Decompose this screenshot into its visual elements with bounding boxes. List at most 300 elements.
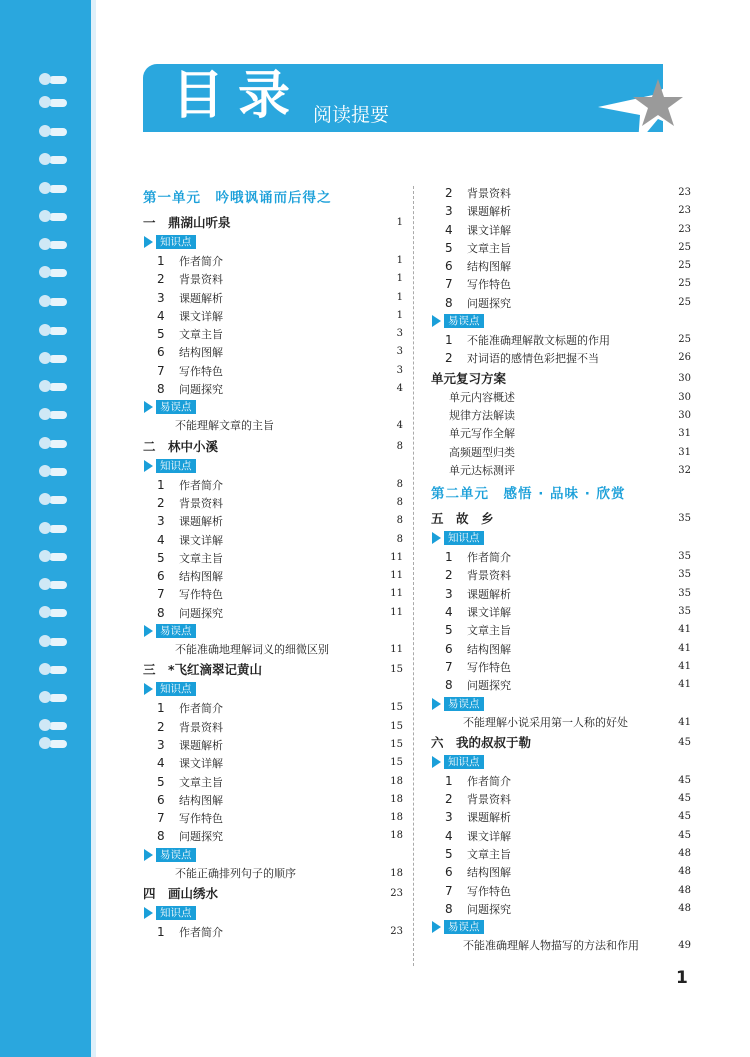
toc-left-column [143, 184, 403, 941]
entry-number: 5 [445, 240, 453, 255]
entry-page: 25 [678, 278, 691, 290]
lesson-entry [431, 732, 691, 753]
entry-page: 3 [396, 364, 403, 376]
binder-ring [49, 496, 67, 504]
entry-title: 课文详解 [179, 309, 223, 323]
entry-number: 8 [445, 295, 453, 310]
entry-page: 23 [678, 205, 691, 217]
entry-title: 写作特色 [179, 812, 223, 826]
entry-number: 5 [157, 327, 165, 342]
entry-number: 6 [157, 345, 165, 360]
section-tag [431, 529, 691, 548]
entry-number: 5 [445, 623, 453, 638]
toc-entry [143, 494, 403, 512]
toc-entry [431, 714, 691, 732]
toc-entry [431, 845, 691, 863]
entry-title: 写作特色 [179, 588, 223, 602]
section-tag-label: 易误点 [444, 697, 484, 711]
entry-title: 结构图解 [467, 260, 511, 274]
entry-title: 不能准确理解人物描写的方法和作用 [463, 939, 639, 953]
entry-title: 单元复习方案 [431, 370, 507, 386]
entry-page: 15 [390, 664, 403, 676]
binder-ring [49, 666, 67, 674]
entry-number: 2 [157, 272, 165, 287]
toc-entry [143, 252, 403, 270]
toc-entry [143, 307, 403, 325]
review-entry [431, 368, 691, 389]
entry-title: 背景资料 [467, 793, 511, 807]
entry-title: 问题探究 [179, 383, 223, 397]
entry-title: 课题解析 [179, 291, 223, 305]
toc-entry [431, 202, 691, 220]
entry-title: 课题解析 [179, 515, 223, 529]
toc-entry [143, 549, 403, 567]
binder-ring [49, 128, 67, 136]
entry-title: 文章主旨 [467, 624, 511, 638]
section-tag-label: 知识点 [156, 682, 196, 696]
entry-number: 7 [445, 659, 453, 674]
entry-page: 11 [390, 606, 403, 618]
entry-title: 背景资料 [467, 187, 511, 200]
entry-page: 15 [390, 720, 403, 732]
entry-number: 1 [157, 254, 165, 268]
entry-title: 结构图解 [179, 570, 223, 584]
entry-title: 问题探究 [179, 606, 223, 620]
entry-page: 45 [678, 774, 691, 786]
toc-entry [431, 882, 691, 900]
entry-page: 45 [678, 793, 691, 805]
binder-ring [49, 440, 67, 448]
section-tag [431, 695, 691, 714]
entry-number: 7 [157, 363, 165, 378]
toc-entry [431, 389, 691, 407]
toc-entry [143, 325, 403, 343]
entry-number: 4 [157, 308, 165, 323]
entry-page: 18 [390, 867, 403, 879]
toc-entry [431, 827, 691, 845]
section-tag-label: 易误点 [156, 400, 196, 414]
entry-title: 规律方法解读 [449, 408, 515, 422]
entry-page: 48 [678, 884, 691, 896]
entry-title: 不能正确排列句子的顺序 [175, 866, 296, 880]
entry-number: 6 [157, 792, 165, 807]
binder-ring [49, 213, 67, 221]
binder-ring [49, 740, 67, 748]
toc-entry [143, 809, 403, 827]
entry-number: 2 [445, 186, 453, 200]
binder-ring [49, 99, 67, 107]
lesson-entry [143, 659, 403, 680]
lesson-entry [143, 883, 403, 904]
section-tag-label: 易误点 [156, 848, 196, 862]
entry-number: 2 [157, 495, 165, 510]
spine-edge [91, 0, 96, 1057]
lesson-entry [143, 436, 403, 457]
entry-page: 30 [678, 409, 691, 421]
entry-title: 课文详解 [467, 606, 511, 620]
section-tag-label: 易误点 [444, 314, 484, 328]
entry-page: 45 [678, 829, 691, 841]
entry-page: 41 [678, 642, 691, 654]
unit-heading: 第一单元 吟哦讽诵而后得之 [143, 190, 332, 206]
entry-page: 41 [678, 679, 691, 691]
entry-title: 结构图解 [179, 346, 223, 360]
entry-number: 8 [157, 829, 165, 844]
toc-entry [143, 827, 403, 845]
toc-entry [431, 239, 691, 257]
entry-title: 课文详解 [179, 533, 223, 547]
toc-entry [143, 773, 403, 791]
entry-number: 3 [445, 810, 453, 825]
entry-number: 3 [445, 204, 453, 219]
toc-entry [143, 512, 403, 530]
toc-entry [143, 585, 403, 603]
entry-title: 写作特色 [467, 884, 511, 898]
entry-title: 不能准确理解散文标题的作用 [467, 334, 610, 348]
entry-title: 一 鼎湖山听泉 [143, 215, 231, 230]
section-tag [143, 904, 403, 923]
entry-page: 35 [678, 587, 691, 599]
toc-entry [431, 221, 691, 239]
binder-ring [49, 581, 67, 589]
entry-page: 41 [678, 660, 691, 672]
binder-ring [49, 76, 67, 84]
entry-page: 11 [390, 588, 403, 600]
entry-title: 五 故 乡 [431, 511, 494, 527]
entry-page: 23 [390, 926, 403, 938]
toc-entry [143, 417, 403, 435]
section-tag-label: 知识点 [156, 906, 196, 920]
binder-ring [49, 298, 67, 306]
entry-title: 文章主旨 [467, 848, 511, 862]
entry-number: 3 [445, 586, 453, 601]
entry-page: 3 [396, 328, 403, 340]
section-tag [143, 846, 403, 865]
entry-number: 6 [445, 641, 453, 656]
entry-number: 8 [157, 605, 165, 620]
entry-title: 问题探究 [467, 902, 511, 916]
entry-title: 作者简介 [467, 774, 511, 788]
entry-title: 背景资料 [467, 569, 511, 583]
entry-page: 8 [396, 496, 403, 508]
section-tag [431, 312, 691, 331]
entry-title: 文章主旨 [179, 775, 223, 789]
entry-number: 8 [157, 382, 165, 397]
entry-page: 11 [390, 644, 403, 656]
toc-entry [431, 585, 691, 603]
page-title: 目录 [172, 66, 305, 126]
section-tag [143, 233, 403, 252]
entry-number: 7 [445, 277, 453, 292]
lesson-entry [431, 508, 691, 529]
entry-title: 作者简介 [179, 255, 223, 268]
entry-page: 35 [678, 551, 691, 563]
entry-page: 18 [390, 793, 403, 805]
entry-page: 25 [678, 241, 691, 253]
entry-page: 8 [396, 515, 403, 527]
section-tag [143, 457, 403, 476]
toc-entry [143, 567, 403, 585]
entry-title: 六 我的叔叔于勒 [431, 734, 532, 750]
entry-page: 4 [396, 383, 403, 395]
entry-title: 问题探究 [179, 830, 223, 844]
entry-page: 1 [396, 309, 403, 321]
entry-number: 1 [157, 701, 165, 716]
toc-entry [143, 865, 403, 883]
toc-entry [431, 658, 691, 676]
binder-ring [49, 241, 67, 249]
entry-page: 35 [678, 606, 691, 618]
entry-number: 5 [445, 847, 453, 862]
toc-entry [143, 604, 403, 622]
entry-page: 11 [390, 570, 403, 582]
entry-page: 1 [396, 255, 403, 266]
entry-number: 2 [157, 719, 165, 734]
binder-ring [49, 609, 67, 617]
binder-ring [49, 694, 67, 702]
play-arrow-icon [432, 315, 441, 327]
toc-right-column [431, 184, 691, 956]
entry-title: 文章主旨 [467, 241, 511, 255]
entry-title: 问题探究 [467, 296, 511, 310]
play-arrow-icon [432, 921, 441, 933]
play-arrow-icon [144, 683, 153, 695]
section-tag-label: 知识点 [156, 459, 196, 473]
entry-title: 不能理解小说采用第一人称的好处 [463, 715, 628, 729]
entry-number: 4 [445, 828, 453, 843]
toc-entry [431, 640, 691, 658]
entry-page: 1 [396, 273, 403, 285]
toc-entry [143, 531, 403, 549]
entry-page: 35 [678, 513, 691, 525]
binder-ring [49, 525, 67, 533]
toc-entry [431, 676, 691, 694]
entry-number: 8 [445, 901, 453, 916]
toc-entry [431, 548, 691, 566]
entry-page: 25 [678, 296, 691, 308]
entry-title: 作者简介 [179, 926, 223, 940]
toc-entry [431, 349, 691, 367]
entry-number: 6 [445, 865, 453, 880]
entry-page: 23 [390, 888, 403, 900]
entry-page: 30 [678, 391, 691, 403]
entry-title: 课题解析 [467, 811, 511, 825]
page-number: 1 [676, 968, 688, 988]
binder-ring [49, 355, 67, 363]
entry-page: 48 [678, 866, 691, 878]
play-arrow-icon [144, 907, 153, 919]
entry-title: 背景资料 [179, 720, 223, 734]
unit-heading: 第二单元 感悟 · 品味 · 欣赏 [431, 486, 626, 503]
entry-page: 15 [390, 702, 403, 714]
entry-page: 4 [396, 420, 403, 432]
entry-title: 单元达标测评 [449, 463, 515, 477]
play-arrow-icon [432, 698, 441, 710]
entry-title: 背景资料 [179, 496, 223, 510]
binder-ring [49, 638, 67, 646]
entry-number: 6 [445, 259, 453, 274]
toc-entry [431, 257, 691, 275]
toc-entry [143, 699, 403, 717]
entry-title: 写作特色 [467, 660, 511, 674]
section-tag-label: 知识点 [444, 755, 484, 769]
entry-page: 48 [678, 848, 691, 860]
toc-entry [431, 294, 691, 312]
page-subtitle: 阅读提要 [313, 104, 390, 126]
play-arrow-icon [144, 625, 153, 637]
entry-title: 文章主旨 [179, 328, 223, 342]
entry-page: 48 [678, 902, 691, 914]
entry-title: 高频题型归类 [449, 445, 515, 459]
entry-title: 写作特色 [467, 278, 511, 292]
play-arrow-icon [144, 401, 153, 413]
section-tag [431, 918, 691, 937]
entry-title: 课文详解 [179, 757, 223, 771]
binder-ring [49, 468, 67, 476]
entry-page: 23 [678, 187, 691, 198]
entry-page: 25 [678, 334, 691, 346]
column-divider [413, 186, 414, 966]
section-tag-label: 知识点 [156, 235, 196, 249]
entry-title: 四 画山绣水 [143, 886, 219, 902]
entry-page: 3 [396, 346, 403, 358]
toc-entry [431, 772, 691, 790]
entry-title: 结构图解 [467, 642, 511, 656]
toc-entry [143, 476, 403, 494]
entry-page: 45 [678, 736, 691, 748]
toc-entry [431, 184, 691, 202]
entry-title: 结构图解 [179, 793, 223, 807]
entry-page: 1 [396, 217, 403, 228]
section-tag-label: 知识点 [444, 531, 484, 545]
entry-number: 3 [157, 290, 165, 305]
entry-number: 1 [157, 925, 165, 940]
entry-page: 26 [678, 352, 691, 364]
entry-title: 课文详解 [467, 829, 511, 843]
toc-entry [431, 937, 691, 955]
play-arrow-icon [432, 756, 441, 768]
toc-entry [143, 380, 403, 398]
entry-title: 单元写作全解 [449, 427, 515, 441]
entry-page: 1 [396, 291, 403, 303]
toc-entry [431, 863, 691, 881]
toc-entry [431, 808, 691, 826]
binder-ring [49, 269, 67, 277]
entry-number: 1 [445, 773, 453, 788]
entry-title: 二 林中小溪 [143, 438, 219, 454]
toc-entry [143, 736, 403, 754]
entry-page: 18 [390, 812, 403, 824]
section-tag-label: 易误点 [156, 624, 196, 638]
entry-number: 5 [157, 774, 165, 789]
section-tag [143, 398, 403, 417]
entry-number: 4 [157, 756, 165, 771]
entry-number: 1 [157, 477, 165, 492]
entry-page: 18 [390, 830, 403, 842]
entry-page: 15 [390, 757, 403, 769]
toc-entry [431, 621, 691, 639]
entry-number: 6 [157, 569, 165, 584]
entry-title: 对词语的感情色彩把握不当 [467, 352, 599, 366]
entry-number: 5 [157, 550, 165, 565]
play-arrow-icon [432, 532, 441, 544]
section-tag [143, 622, 403, 641]
entry-page: 31 [678, 428, 691, 440]
toc-entry [431, 331, 691, 349]
toc-entry [431, 425, 691, 443]
play-arrow-icon [144, 460, 153, 472]
toc-entry [431, 790, 691, 808]
toc-entry [143, 754, 403, 772]
entry-title: 结构图解 [467, 866, 511, 880]
entry-number: 4 [445, 222, 453, 237]
entry-page: 49 [678, 940, 691, 952]
entry-title: 课题解析 [467, 205, 511, 219]
toc-entry [143, 791, 403, 809]
lesson-entry [143, 212, 403, 233]
toc-entry [143, 923, 403, 941]
entry-number: 4 [445, 605, 453, 620]
entry-title: 背景资料 [179, 273, 223, 287]
entry-page: 31 [678, 446, 691, 458]
toc-entry [431, 603, 691, 621]
toc-entry [431, 275, 691, 293]
entry-title: 问题探究 [467, 679, 511, 693]
entry-title: 课题解析 [179, 738, 223, 752]
entry-number: 7 [157, 811, 165, 826]
toc-entry [143, 270, 403, 288]
entry-page: 8 [396, 478, 403, 490]
entry-number: 3 [157, 737, 165, 752]
entry-title: 三 *飞红滴翠记黄山 [143, 662, 263, 678]
binder-ring [49, 185, 67, 193]
play-arrow-icon [144, 849, 153, 861]
binder-ring [49, 553, 67, 561]
toc-entry [143, 641, 403, 659]
entry-title: 不能准确地理解词义的细微区别 [175, 643, 329, 657]
toc-entry [431, 566, 691, 584]
binder-ring [49, 383, 67, 391]
entry-page: 30 [678, 372, 691, 384]
entry-title: 单元内容概述 [449, 390, 515, 404]
entry-page: 25 [678, 260, 691, 272]
entry-page: 41 [678, 624, 691, 636]
binder-ring [49, 156, 67, 164]
entry-number: 8 [445, 678, 453, 693]
section-tag-label: 易误点 [444, 920, 484, 934]
entry-page: 8 [396, 533, 403, 545]
toc-entry [143, 362, 403, 380]
entry-page: 18 [390, 775, 403, 787]
binder-ring [49, 327, 67, 335]
entry-title: 作者简介 [179, 702, 223, 716]
entry-number: 2 [445, 351, 453, 366]
entry-page: 23 [678, 223, 691, 235]
entry-number: 1 [445, 333, 453, 348]
entry-number: 3 [157, 514, 165, 529]
toc-entry [431, 407, 691, 425]
entry-page: 11 [390, 551, 403, 563]
entry-number: 2 [445, 568, 453, 583]
entry-title: 课题解析 [467, 587, 511, 601]
toc-entry [143, 343, 403, 361]
entry-title: 课文详解 [467, 223, 511, 237]
entry-number: 7 [157, 587, 165, 602]
entry-page: 45 [678, 811, 691, 823]
section-tag [431, 753, 691, 772]
toc-entry [143, 718, 403, 736]
toc-entry [431, 444, 691, 462]
